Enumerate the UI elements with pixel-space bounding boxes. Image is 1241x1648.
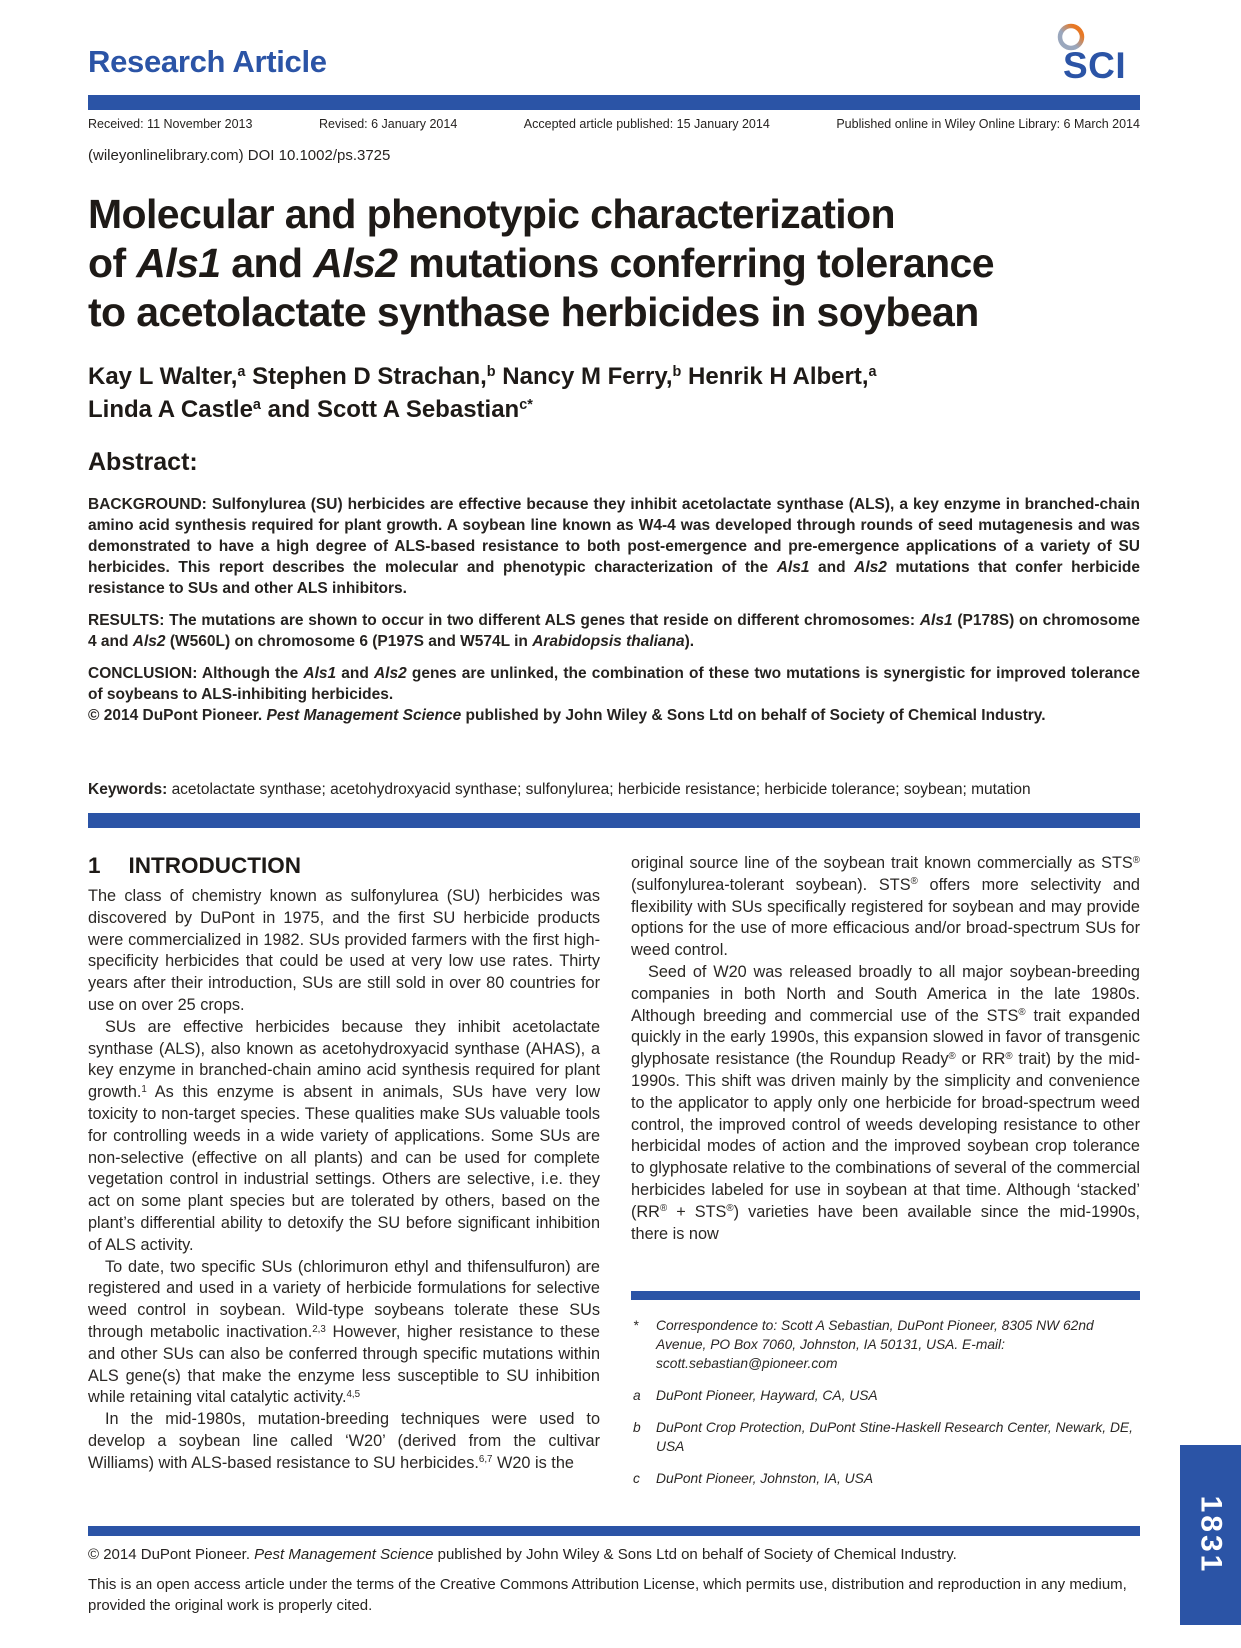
footer-divider-bar	[88, 1526, 1140, 1536]
keywords-divider-bar	[88, 813, 1140, 828]
doi-line: (wileyonlinelibrary.com) DOI 10.1002/ps.3725	[88, 147, 391, 164]
history-dates-row	[88, 117, 1140, 131]
footnote-marker: *	[633, 1318, 639, 1334]
author-line: Linda A Castle$^a$ and Scott A Sebastian$^{c*}$	[88, 396, 533, 423]
author-list	[88, 360, 1140, 426]
footnote-text: DuPont Crop Protection, DuPont Stine-Haskell Research Center, Newark, DE, USA	[656, 1420, 1133, 1455]
footnote-text: DuPont Pioneer, Hayward, CA, USA	[656, 1388, 878, 1404]
author-line: Kay L Walter,$^a$ Stephen D Strachan,$^b$ Nancy M Ferry,$^b$ Henrik H Albert,$^a$	[88, 363, 877, 390]
published-online-date: Published online in Wiley Online Library: 6 March 2014	[836, 117, 1140, 131]
sci-logo-text: SCI	[1063, 45, 1127, 86]
footnote-correspondence	[631, 1316, 1140, 1373]
body-paragraph: To date, two specific SUs (chlorimuron ethyl and thifensulfuron) are registered and used in a variety of herbicide formulations for selective weed control in soybean. Wild-type soybeans tolerate these SUs through metabolic inactivation.$^{2,3}$ However, higher resistance to these and other SUs can also be conferred through specific mutations within ALS gene(s) that make the enzyme less susceptible to SU inhibition while retaining vital catalytic activity.$^{4,5}$	[88, 1257, 600, 1407]
footnote-text: DuPont Pioneer, Johnston, IA, USA	[656, 1471, 874, 1487]
body-paragraph: Seed of W20 was released broadly to all major soybean-breeding companies in both North and South America in the late 1980s. Although breeding and commercial use of the STS® trait expanded quickly in the early 1990s, this expansion slowed in favor of transgenic glyphosate resistance (the Roundup Ready® or RR® trait) by the mid-1990s. This shift was driven mainly by the simplicity and convenience to the applicator to apply only one herbicide for broad-spectrum weed control, the improved control of weeds developing resistance to other herbicidal modes of action and the improved soybean crop tolerance to glyphosate relative to the combinations of several of the commercial herbicides labeled for use in soybean at that time. Although ‘stacked’ (RR® + STS®) varieties have been available since the mid-1990s, there is now	[631, 962, 1140, 1243]
left-column	[88, 853, 600, 1501]
abstract-body	[88, 494, 1140, 726]
title-line: of Als1 and Als2 mutations conferring tolerance	[88, 240, 994, 286]
body-paragraph: SUs are effective herbicides because they inhibit acetolactate synthase (ALS), also known as acetohydroxyacid synthase (AHAS), a key enzyme in branched-chain amino acid synthesis required for plant growth.$^1$ As this enzyme is absent in animals, SUs have very low toxicity to non-target species. These qualities make SUs valuable tools for controlling weeds in a wide variety of applications. Some SUs are non-selective (effective on all plants) and can be used for complete vegetation control in industrial settings. Others are selective, i.e. they act on some plant species but are tolerated by others, based on the plant’s differential ability to detoxify the SU before significant inhibition of ALS activity.	[88, 1017, 600, 1254]
footnote-text: Correspondence to: Scott A Sebastian, DuPont Pioneer, 8305 NW 62nd Avenue, PO Box 7060, Johnston, IA 50131, USA. E-mail: scott.sebastian@pioneer.com	[656, 1318, 1094, 1372]
title-line: Molecular and phenotypic characterization	[88, 191, 895, 237]
abstract-results: RESULTS: The mutations are shown to occur in two different ALS genes that reside on different chromosomes: Als1 (P178S) on chromosome 4 and Als2 (W560L) on chromosome 6 (P197S and W574L in Arabidopsis thaliana).	[88, 612, 1141, 650]
footnote-affiliation-c	[631, 1469, 1140, 1488]
abstract-background: BACKGROUND: Sulfonylurea (SU) herbicides are effective because they inhibit acetolactate synthase (ALS), a key enzyme in branched-chain amino acid synthesis required for plant growth. A soybean line known as W4-4 was developed through rounds of seed mutagenesis and was demonstrated to have a high degree of ALS-based resistance to both post-emergence and pre-emergence applications of a variety of SU herbicides. This report describes the molecular and phenotypic characterization of the Als1 and Als2 mutations that confer herbicide resistance to SUs and other ALS inhibitors.	[88, 496, 1140, 597]
section-number: 1	[88, 853, 101, 878]
footnote-affiliation-b	[631, 1418, 1140, 1456]
page-title	[88, 190, 1163, 337]
footnote-affiliation-a	[631, 1386, 1140, 1405]
footer-license-text: This is an open access article under the terms of the Creative Commons Attribution License, which permits use, distribution and reproduction in any medium, provided the original work is properly cited.	[88, 1576, 1127, 1614]
page-number: 1831	[1194, 1495, 1228, 1575]
received-date: Received: 11 November 2013	[88, 117, 253, 131]
body-paragraph: The class of chemistry known as sulfonylurea (SU) herbicides was discovered by DuPont in 1975, and the first SU herbicide products were commercialized in 1982. SUs provided farmers with the first high-specificity herbicides that could be used at very low use rates. Thirty years after their introduction, SUs are still sold in over 80 countries for use on over 25 crops.	[88, 887, 600, 1014]
body-paragraph: original source line of the soybean trait known commercially as STS® (sulfonylurea-tolerant soybean). STS® offers more selectivity and flexibility with SUs specifically registered for soybean and may provide options for the use of more efficacious and/or broad-spectrum SUs for weed control.	[631, 854, 1140, 960]
revised-date: Revised: 6 January 2014	[318, 117, 458, 131]
abstract-conclusion: CONCLUSION: Although the Als1 and Als2 genes are unlinked, the combination of these two mutations is synergistic for improved tolerance of soybeans to ALS-inhibiting herbicides.	[88, 665, 1140, 703]
keywords-line: Keywords: acetolactate synthase; acetohydroxyacid synthase; sulfonylurea; herbicide resistance; herbicide tolerance; soybean; mutation	[88, 781, 1031, 798]
right-column	[631, 853, 1140, 1501]
article-type-label: Research Article	[88, 44, 327, 79]
footnote-marker: a	[633, 1388, 641, 1404]
page-number-tab	[1180, 1445, 1241, 1625]
abstract-heading: Abstract:	[88, 448, 198, 476]
footnotes-divider-bar	[631, 1291, 1140, 1300]
footnotes-block	[631, 1291, 1140, 1488]
header-divider-bar	[88, 95, 1140, 110]
title-line: to acetolactate synthase herbicides in soybean	[88, 289, 979, 335]
section-title: INTRODUCTION	[128, 853, 302, 878]
abstract-copyright-line: © 2014 DuPont Pioneer. Pest Management Science published by John Wiley & Sons Ltd on behalf of Society of Chemical Industry.	[88, 707, 1046, 724]
accepted-date: Accepted article published: 15 January 2014	[523, 117, 770, 131]
body-columns	[88, 853, 1140, 1501]
body-paragraph: In the mid-1980s, mutation-breeding techniques were used to develop a soybean line called ‘W20’ (derived from the cultivar Williams) with ALS-based resistance to SU herbicides.$^{6,7}$ W20 is the	[88, 1410, 600, 1472]
footer-copyright-line: © 2014 DuPont Pioneer. Pest Management Science published by John Wiley & Sons Ltd on behalf of Society of Chemical Industry.	[88, 1546, 957, 1563]
sci-logo	[1050, 22, 1142, 86]
footnote-marker: b	[633, 1420, 641, 1436]
section-heading-introduction	[88, 853, 600, 879]
footnote-marker: c	[633, 1471, 640, 1487]
